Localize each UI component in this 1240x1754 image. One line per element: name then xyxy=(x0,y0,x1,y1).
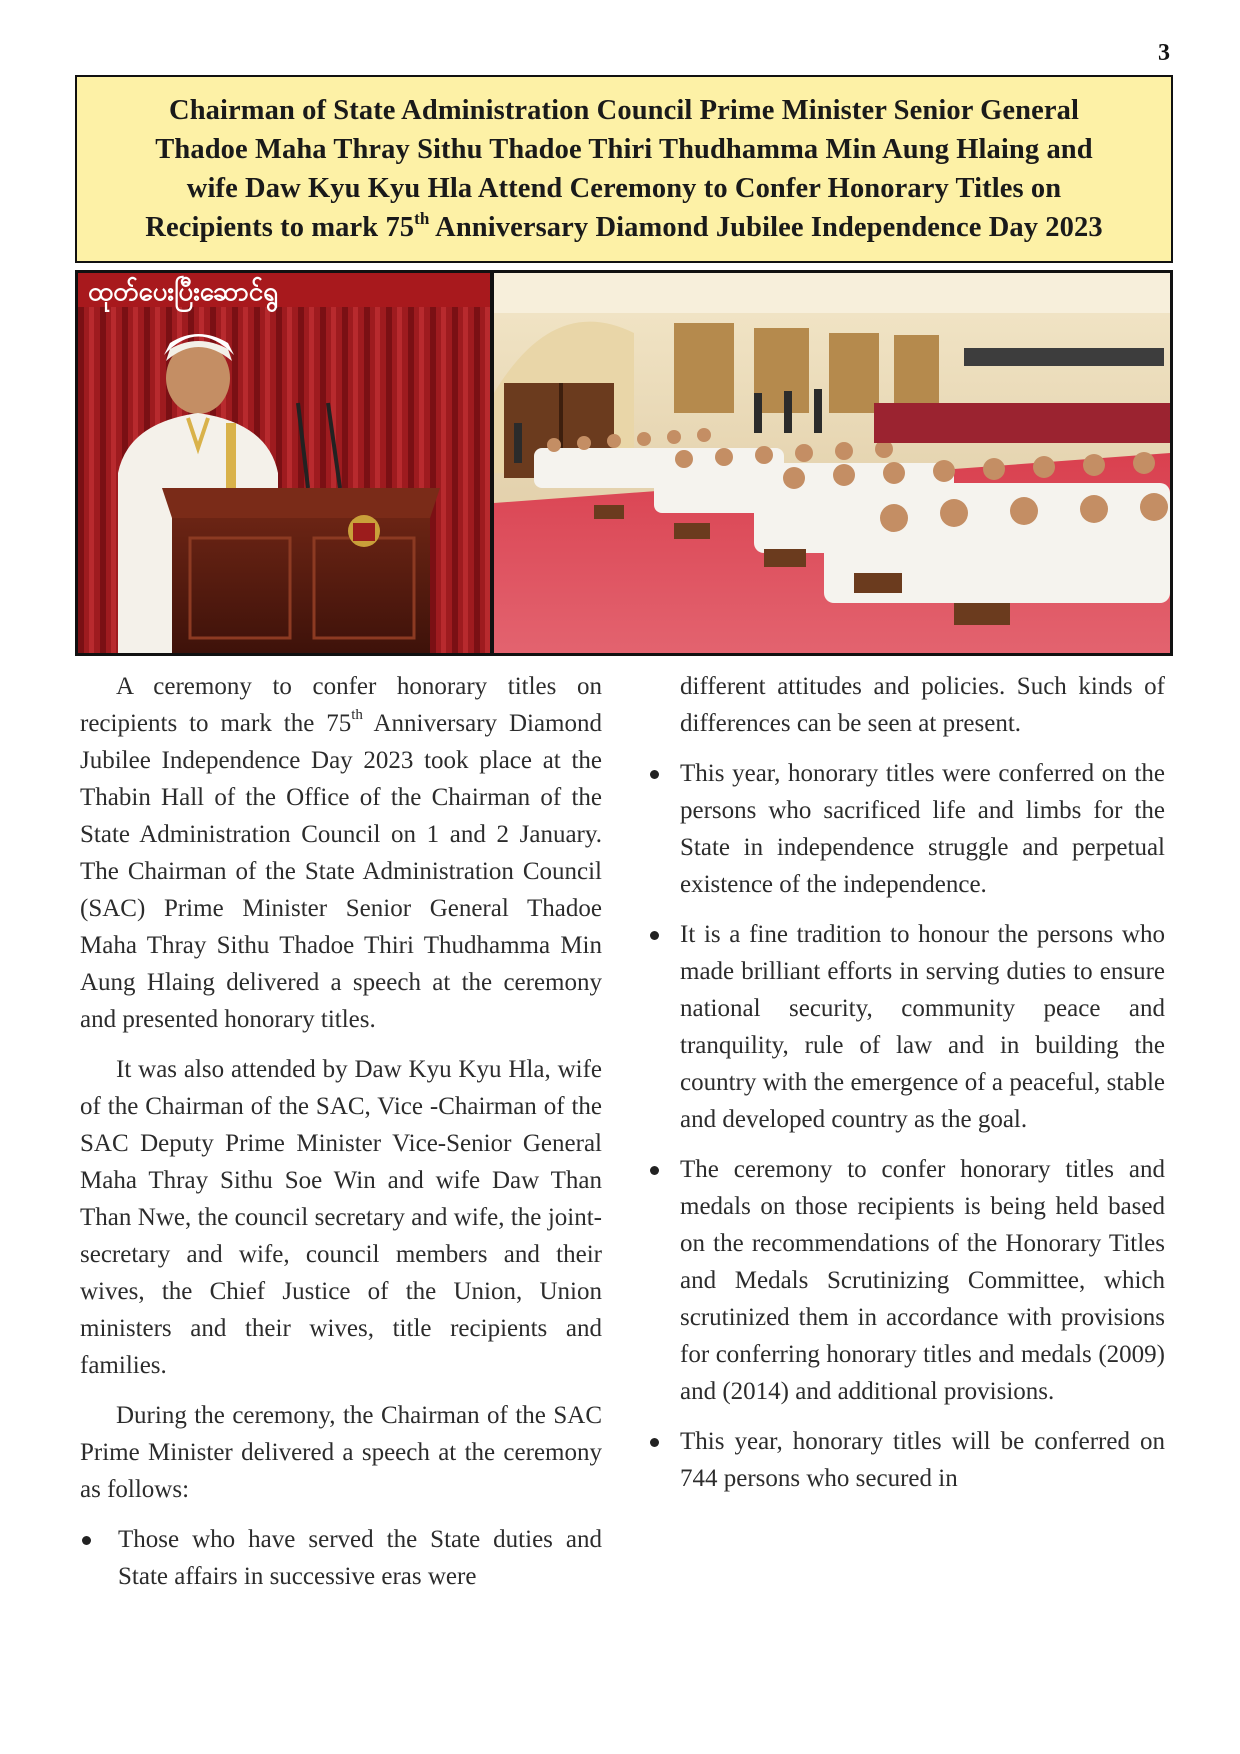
speech-bullet-list-left xyxy=(80,1521,602,1595)
headline-line-3: wife Daw Kyu Kyu Hla Attend Ceremony to Confer Honorary Titles on xyxy=(186,173,1062,204)
headline-line-4: Recipients to mark 75th Anniversary Diamond Jubilee Independence Day 2023 xyxy=(145,208,1103,243)
headline-line-1: Chairman of State Administration Council Prime Minister Senior General xyxy=(169,95,1079,126)
headline xyxy=(145,91,1102,247)
article-paragraph-2: It was also attended by Daw Kyu Kyu Hla, wife of the Chairman of the SAC, Vice -Chairman of the SAC Deputy Prime Minister Vice-Senior General Maha Thray Sithu Soe Win and wife Daw Than Than Nwe, the council secretary and wife, the joint-secretary and wife, council members and their wives, the Chief Justice of the Union, Union ministers and their wives, title recipients and families. xyxy=(80,1056,602,1379)
headline-line-2: Thadoe Maha Thray Sithu Thadoe Thiri Thudhamma Min Aung Hlaing and xyxy=(155,134,1093,165)
article-column-right xyxy=(680,668,1165,1510)
bullet-dot xyxy=(650,770,659,779)
speaker-photo xyxy=(78,273,490,653)
bullet-dot xyxy=(82,1536,91,1545)
speech-bullet-3: It is a fine tradition to honour the persons who made brilliant efforts in serving duties to ensure national security, community peace and tranquility, rule of law and in building the country with the emergence of a peaceful, stable and developed country as the goal. xyxy=(680,916,1165,1138)
speech-bullet-5: This year, honorary titles will be conferred on 744 persons who secured in xyxy=(680,1423,1165,1497)
speech-bullet-1-continued: different attitudes and policies. Such kinds of differences can be seen at present. xyxy=(680,673,1165,737)
article-column-left xyxy=(80,668,602,1608)
audience-photo xyxy=(494,273,1170,653)
speaker-photo-illustration xyxy=(78,273,490,653)
bullet-dot xyxy=(650,1438,659,1447)
speech-bullet-2: This year, honorary titles were conferred on the persons who sacrificed life and limbs for the State in independence struggle and perpetual existence of the independence. xyxy=(680,755,1165,903)
bullet-dot xyxy=(650,931,659,940)
bullet-dot xyxy=(650,1166,659,1175)
page-number: 3 xyxy=(1158,40,1170,66)
headline-box xyxy=(75,75,1173,263)
audience-photo-illustration xyxy=(494,273,1170,653)
speech-bullet-list-right xyxy=(680,755,1165,1497)
banner-text: ထုတ်ပေးပြီးဆောင်ရွ xyxy=(88,277,279,307)
speech-bullet-4: The ceremony to confer honorary titles and medals on those recipients is being held based on the recommendations of the Honorary Titles and Medals Scrutinizing Committee, which scrutinized them in accordance with provisions for conferring honorary titles and medals (2009) and (2014) and additional provisions. xyxy=(680,1151,1165,1410)
article-paragraph-1: A ceremony to confer honorary titles on recipients to mark the 75th Anniversary Diamond Jubilee Independence Day 2023 took place at the Thabin Hall of the Office of the Chairman of the State Administration Council on 1 and 2 January. The Chairman of the State Administration Council (SAC) Prime Minister Senior General Thadoe Maha Thray Sithu Thadoe Thiri Thudhamma Min Aung Hlaing delivered a speech at the ceremony and presented honorary titles. xyxy=(80,673,602,1033)
speech-bullet-1: Those who have served the State duties and State affairs in successive eras were xyxy=(80,1521,602,1595)
photo-frame xyxy=(75,270,1173,656)
article-paragraph-3: During the ceremony, the Chairman of the SAC Prime Minister delivered a speech at the ceremony as follows: xyxy=(80,1402,602,1503)
